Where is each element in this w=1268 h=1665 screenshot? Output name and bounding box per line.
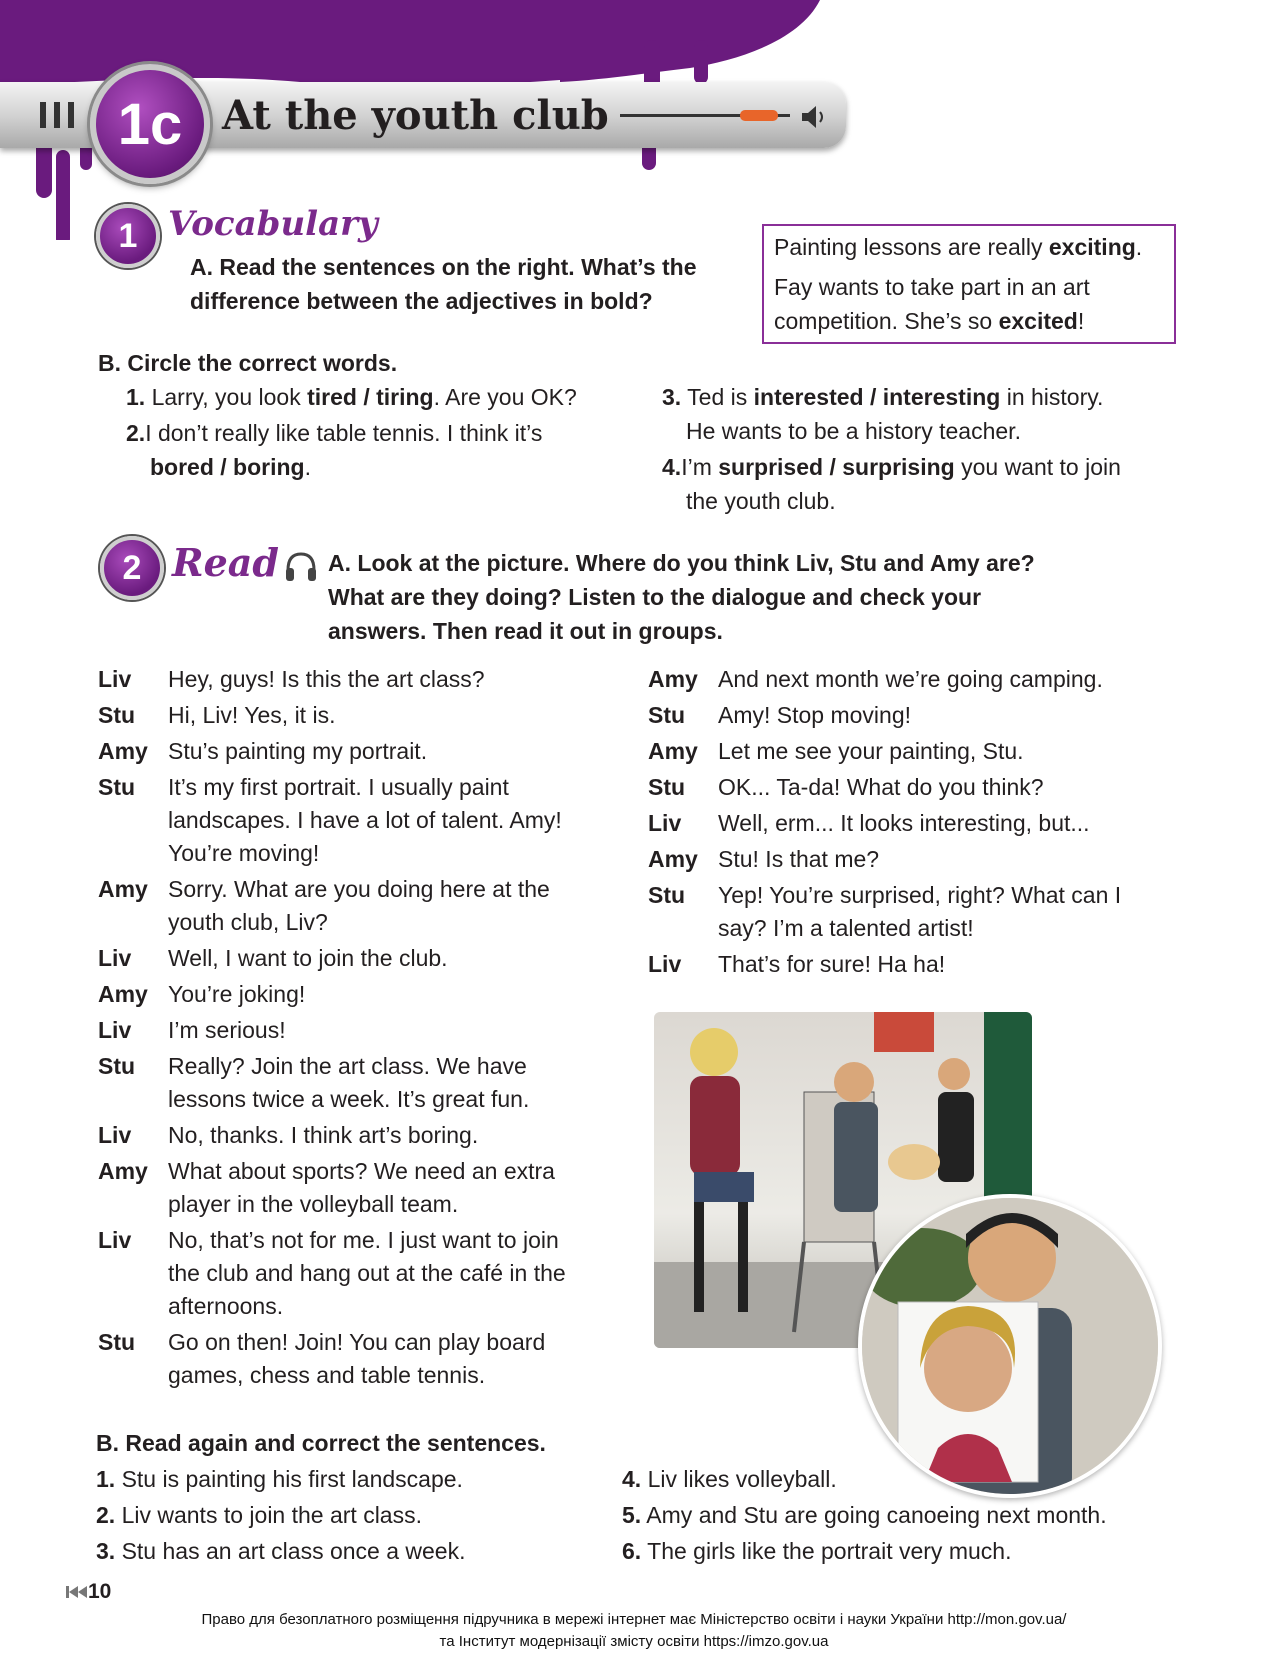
task-b-heading: B. Read again and correct the sentences. (96, 1430, 546, 1456)
exercise-item-cont: He wants to be a history teacher. (686, 418, 1021, 444)
correction-item: 6. The girls like the portrait very much. (622, 1538, 1012, 1564)
correction-item: 1. Stu is painting his first landscape. (96, 1466, 463, 1492)
correction-item: 3. Stu has an art class once a week. (96, 1538, 466, 1564)
dialogue-line: OK... Ta-da! What do you think? (718, 774, 1044, 800)
dialogue-line: Really? Join the art class. We have (168, 1053, 527, 1079)
dialogue-line: games, chess and table tennis. (168, 1362, 486, 1388)
section-number-badge (96, 204, 160, 268)
example-sentence: Fay wants to take part in an art (774, 274, 1090, 300)
dialogue-line: That’s for sure! Ha ha! (718, 951, 946, 977)
speaker-name: Stu (98, 774, 136, 800)
speaker-icon[interactable] (800, 104, 830, 135)
speaker-name: Amy (98, 1158, 148, 1184)
speaker-name: Liv (98, 1017, 132, 1043)
dialogue-line: Well, erm... It looks interesting, but... (718, 810, 1090, 836)
dialogue-line: It’s my first portrait. I usually paint (168, 774, 509, 800)
dialogue-line: the club and hang out at the café in the (168, 1260, 566, 1286)
lesson-code: 1c (117, 91, 183, 157)
speaker-name: Stu (98, 702, 136, 728)
speaker-name: Liv (98, 666, 132, 692)
page-number: 10 (88, 1580, 112, 1603)
speaker-name: Amy (98, 738, 148, 764)
dialogue-line: Hey, guys! Is this the art class? (168, 666, 485, 692)
exercise-item-cont: the youth club. (686, 488, 836, 514)
dialogue-line: No, thanks. I think art’s boring. (168, 1122, 479, 1148)
task-a-line: difference between the adjectives in bold? (190, 288, 653, 314)
speaker-name: Stu (98, 1329, 136, 1355)
section-title-read: Read (172, 540, 279, 585)
correction-item: 2. Liv wants to join the art class. (96, 1502, 422, 1528)
dialogue-line: player in the volleyball team. (168, 1191, 459, 1217)
lesson-title: At the youth club (222, 92, 609, 139)
speaker-name: Stu (648, 774, 686, 800)
dialogue-line: Let me see your painting, Stu. (718, 738, 1024, 764)
speaker-name: Stu (648, 882, 686, 908)
dialogue-line: You’re joking! (168, 981, 306, 1007)
audio-slider[interactable] (620, 104, 800, 133)
task-a-line: A. Look at the picture. Where do you think Liv, Stu and Amy are? (328, 550, 1035, 576)
speaker-name: Stu (648, 702, 686, 728)
dialogue-line: Go on then! Join! You can play board (168, 1329, 546, 1355)
exercise-item: 3. Ted is interested / interesting in history. (662, 384, 1104, 410)
task-a-line: What are they doing? Listen to the dialogue and check your (328, 584, 982, 610)
dialogue-line: What about sports? We need an extra (168, 1158, 555, 1184)
back-arrows-icon (66, 1584, 88, 1605)
speaker-name: Amy (98, 981, 148, 1007)
speaker-name: Amy (98, 876, 148, 902)
exercise-item: 1. Larry, you look tired / tiring. Are you OK? (126, 384, 577, 410)
exercise-item: 4.I’m surprised / surprising you want to join (662, 454, 1121, 480)
dialogue-line: afternoons. (168, 1293, 284, 1319)
exercise-item: 2.I don’t really like table tennis. I think it’s (126, 420, 543, 446)
section-number-badge (100, 536, 164, 600)
example-sentence: Painting lessons are really exciting. (774, 234, 1143, 260)
lesson-number-badge (90, 64, 210, 184)
dialogue-line: say? I’m a talented artist! (718, 915, 974, 941)
headphones-icon[interactable] (284, 550, 318, 589)
speaker-name: Liv (648, 951, 682, 977)
dialogue-line: Amy! Stop moving! (718, 702, 912, 728)
dialogue-line: No, that’s not for me. I just want to join (168, 1227, 559, 1253)
dialogue-line: Yep! You’re surprised, right? What can I (718, 882, 1122, 908)
dialogue-line: Hi, Liv! Yes, it is. (168, 702, 336, 728)
task-a-line: answers. Then read it out in groups. (328, 618, 723, 644)
footer-line: та Інститут модернізації змісту освіти https://imzo.gov.ua (439, 1633, 829, 1650)
task-a-line: A. Read the sentences on the right. What’s the (190, 254, 697, 280)
dialogue-line: You’re moving! (168, 840, 320, 866)
dialogue-line: Sorry. What are you doing here at the (168, 876, 550, 902)
dialogue-line: youth club, Liv? (168, 909, 328, 935)
task-b-heading: B. Circle the correct words. (98, 350, 398, 376)
dialogue-line: I’m serious! (168, 1017, 286, 1043)
dialogue-line: lessons twice a week. It’s great fun. (168, 1086, 530, 1112)
speaker-name: Stu (98, 1053, 136, 1079)
section-number: 1 (118, 216, 138, 255)
portrait-closeup-illustration (858, 1194, 1162, 1498)
dialogue-line: And next month we’re going camping. (718, 666, 1103, 692)
section-number: 2 (122, 548, 142, 587)
correction-item: 5. Amy and Stu are going canoeing next month. (622, 1502, 1107, 1528)
example-sentence: competition. She’s so excited! (774, 308, 1085, 334)
speaker-name: Liv (98, 1122, 132, 1148)
speaker-name: Amy (648, 738, 698, 764)
speaker-name: Amy (648, 666, 698, 692)
footer-line: Право для безоплатного розміщення підручника в мережі інтернет має Міністерство освіти і науки України http://mon.gov.ua/ (201, 1611, 1067, 1628)
menu-bars-icon (38, 100, 78, 135)
dialogue-line: landscapes. I have a lot of talent. Amy! (168, 807, 562, 833)
speaker-name: Liv (648, 810, 682, 836)
correction-item: 4. Liv likes volleyball. (622, 1466, 837, 1492)
exercise-item-cont: bored / boring. (150, 454, 311, 480)
speaker-name: Liv (98, 1227, 132, 1253)
section-title-vocabulary: Vocabulary (168, 204, 378, 244)
speaker-name: Liv (98, 945, 132, 971)
dialogue-line: Stu’s painting my portrait. (168, 738, 428, 764)
speaker-name: Amy (648, 846, 698, 872)
dialogue-line: Stu! Is that me? (718, 846, 880, 872)
dialogue-line: Well, I want to join the club. (168, 945, 448, 971)
